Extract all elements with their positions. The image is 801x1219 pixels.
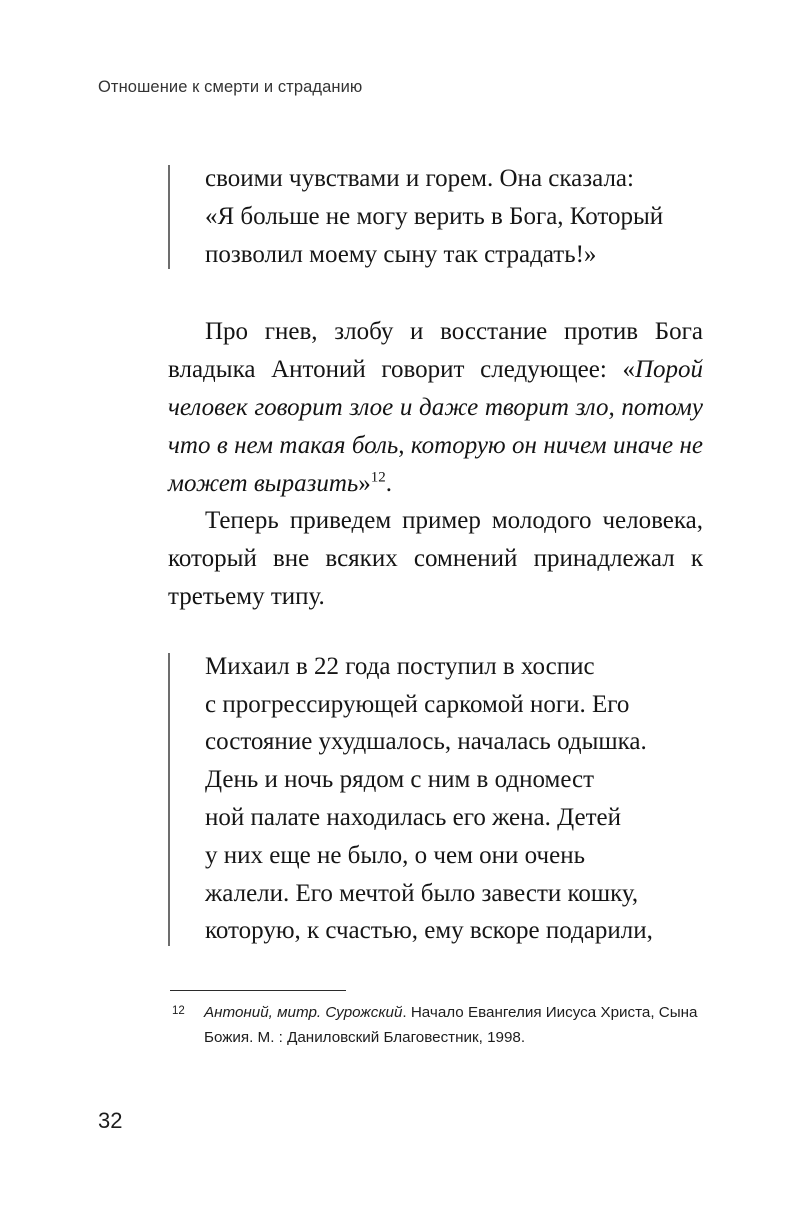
blockquote-line: позволил моему сыну так страдать!» bbox=[205, 240, 597, 268]
blockquote-rule bbox=[168, 653, 170, 946]
quote-close-guillemet: » bbox=[358, 469, 371, 497]
paragraph-lead-text: Про гнев, злобу и восстание против Бога владыка Антоний говорит следующее: bbox=[168, 318, 703, 384]
blockquote-rule bbox=[168, 165, 170, 269]
blockquote-line: с прогрессирующей саркомой ноги. Его bbox=[205, 690, 630, 718]
footnote-author: Антоний, митр. Сурожский bbox=[204, 1004, 403, 1021]
blockquote-line: состояние ухудшалось, началась одышка. bbox=[205, 728, 647, 756]
footnote-separator-rule bbox=[170, 990, 346, 991]
quote-open-guillemet: « bbox=[622, 356, 635, 384]
text-column bbox=[168, 160, 703, 950]
footnote-item bbox=[170, 1000, 703, 1050]
footnote-area bbox=[170, 990, 703, 1050]
blockquote-line: своими чувствами и горем. Она сказала: bbox=[205, 165, 634, 192]
blockquote-line: ной палате находилась его жена. Детей bbox=[205, 803, 621, 831]
blockquote-line: Михаил в 22 года поступил в хоспис bbox=[205, 652, 595, 680]
paragraph-tail-text: . bbox=[385, 469, 393, 497]
body-paragraph-example: Теперь приведем пример молодого человека, который вне всяких сомнений принадлежал к третьему типу. bbox=[168, 507, 703, 610]
footnote-number: 12 bbox=[172, 1005, 185, 1017]
quote-italic-text: Порой человек говорит злое и даже творит зло, потому что в нем такая боль, которую он ничем иначе не может выразить bbox=[168, 356, 703, 497]
blockquote-line: День и ночь рядом с ним в одномест bbox=[205, 766, 595, 794]
blockquote-mikhail bbox=[168, 648, 703, 950]
page-number: 32 bbox=[98, 1108, 123, 1133]
blockquote-line: жалели. Его мечтой было завести кошку, bbox=[205, 879, 639, 907]
footnote-citation: . Начало Евангелия Иисуса Христа, Сына Божия. М. : Даниловский Благовестник, 1998. bbox=[204, 1004, 698, 1046]
blockquote-line: у них еще не было, о чем они очень bbox=[205, 841, 585, 869]
blockquote-line: которую, к счастью, ему вскоре подарили, bbox=[205, 917, 653, 945]
footnote-reference-12[interactable]: 12 bbox=[370, 469, 386, 486]
spacer bbox=[168, 616, 703, 648]
spacer bbox=[168, 273, 703, 313]
blockquote-line: «Я больше не могу верить в Бога, Который bbox=[205, 202, 664, 230]
running-head: Отношение к смерти и страданию bbox=[98, 78, 363, 96]
body-paragraph-anger bbox=[168, 313, 703, 502]
blockquote-first bbox=[168, 160, 703, 273]
